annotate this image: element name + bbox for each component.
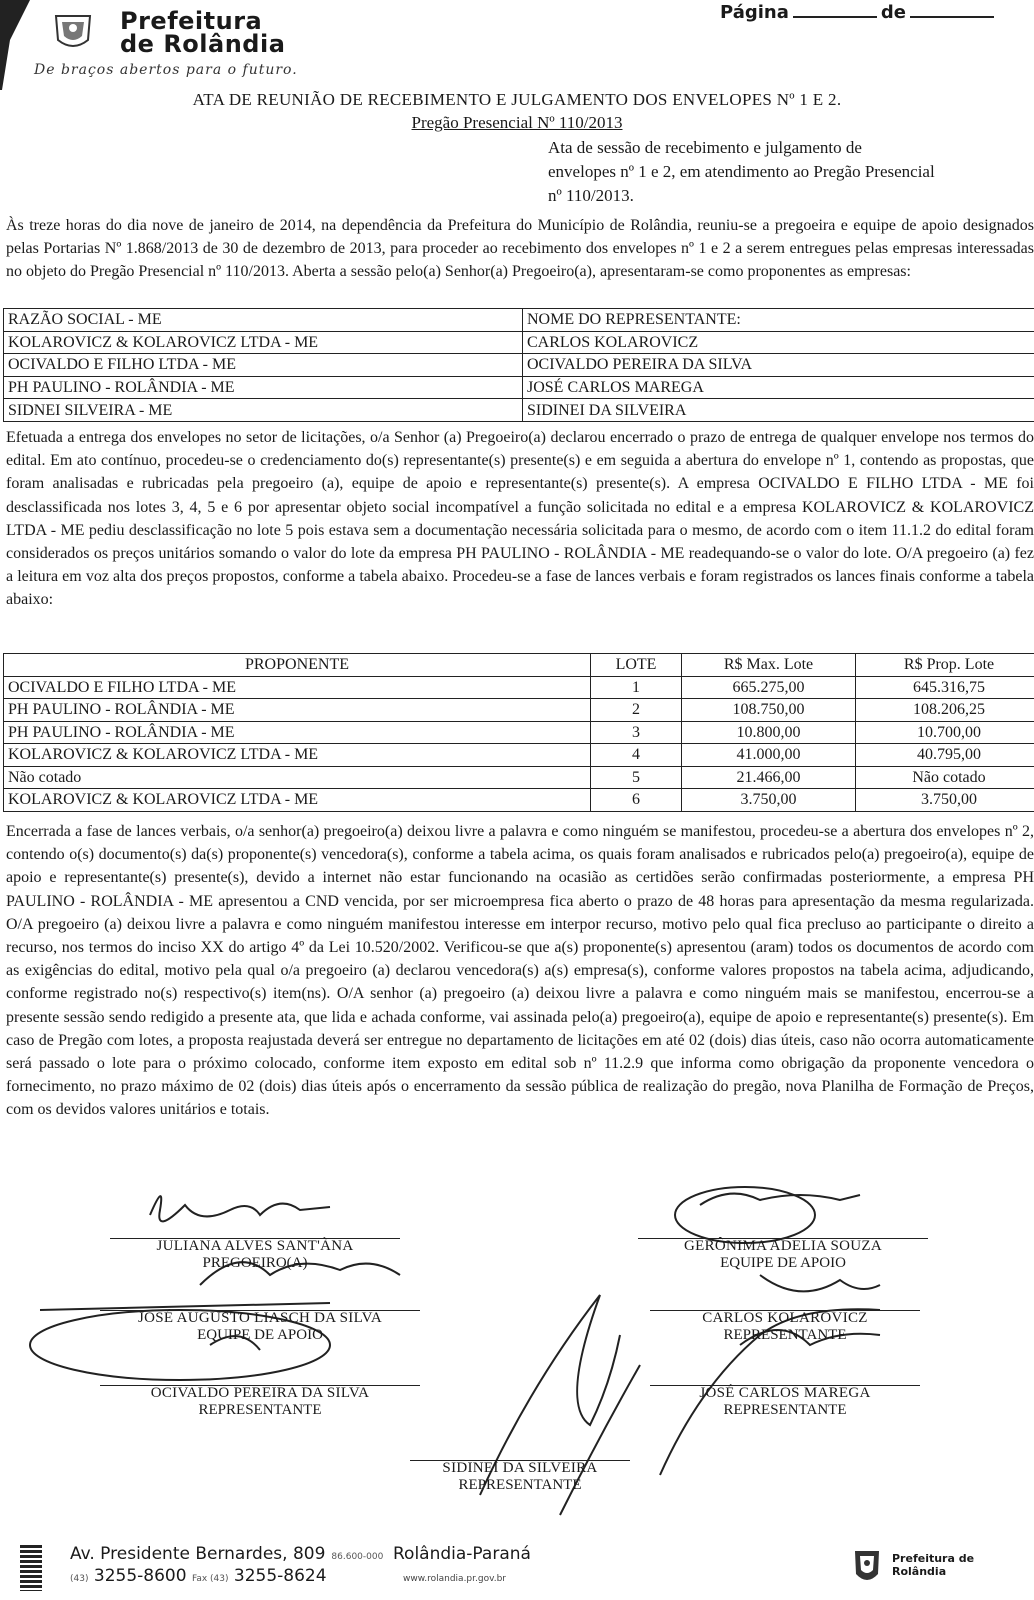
page-blank [793, 16, 877, 18]
paragraph-opening: Às treze horas do dia nove de janeiro de 2014, na dependência da Prefeitura do Município de Rolândia, reuniu-se a pregoeira e equipe de apoio designados pelas Portarias Nº 1.868/2013 de 30 de dezembro de 2013, para proceder ao recebimento dos envelopes nº 1 e 2 a serem entregues pelas empresas interessadas no objeto do Pregão Presencial nº 110/2013. Aberta a sessão pelo(a) Senhor(a) Pregoeiro(a), apresentaram-se como proponentes as empresas: [6, 217, 1034, 281]
signature-block-rep-jose [650, 1385, 920, 1419]
company-cell: KOLAROVICZ & KOLAROVICZ LTDA - ME [4, 331, 523, 354]
signature-block-equipe-2 [100, 1310, 420, 1344]
signature-block-pregoeira [110, 1238, 400, 1272]
signer-role: REPRESENTANTE [723, 1402, 847, 1418]
signer-role: EQUIPE DE APOIO [197, 1327, 323, 1343]
address-cep: 86.600-000 [331, 1552, 384, 1562]
footer-brand [892, 1552, 974, 1578]
city-crest-icon [48, 12, 98, 52]
summary-line: envelopes nº 1 e 2, em atendimento ao Pregão Presencial [548, 162, 935, 181]
table-row [4, 766, 1034, 789]
lot-cell: 6 [591, 789, 682, 812]
footer-brand-line-1: Prefeitura de [892, 1552, 975, 1565]
lot-cell: 1 [591, 676, 682, 699]
proponent-cell: PH PAULINO - ROLÂNDIA - ME [4, 721, 591, 744]
header-slogan: De braços abertos para o futuro. [34, 62, 298, 78]
footer-address [70, 1544, 383, 1564]
representative-cell: OCIVALDO PEREIRA DA SILVA [523, 354, 1034, 377]
lot-cell: 5 [591, 766, 682, 789]
signer-name: JOSÉ AUGUSTO LIASCH DA SILVA [137, 1310, 382, 1326]
company-cell: SIDNEI SILVEIRA - ME [4, 399, 523, 422]
brand-line-2: de Rolândia [120, 30, 286, 58]
table-row [4, 354, 1034, 377]
summary-line: Ata de sessão de recebimento e julgamento de [548, 138, 862, 157]
summary-line: nº 110/2013. [548, 186, 634, 205]
representative-cell: JOSÉ CARLOS MAREGA [523, 376, 1034, 399]
footer-brand-line-2: Rolândia [892, 1565, 947, 1578]
footer-phones [70, 1566, 327, 1586]
table-header-row [4, 309, 1034, 332]
signer-name: OCIVALDO PEREIRA DA SILVA [150, 1385, 370, 1401]
signature-block-rep-sidinei [410, 1460, 630, 1494]
table-row [4, 399, 1034, 422]
max-value-cell: 41.000,00 [682, 744, 856, 767]
max-value-cell: 3.750,00 [682, 789, 856, 812]
fax-prefix: Fax (43) [191, 1574, 229, 1584]
fax-number: 3255-8624 [233, 1566, 327, 1586]
header-representative: NOME DO REPRESENTANTE: [523, 309, 1034, 332]
proposed-value-cell: 645.316,75 [856, 676, 1034, 699]
table-row [4, 699, 1034, 722]
proponent-cell: PH PAULINO - ROLÂNDIA - ME [4, 699, 591, 722]
proponent-cell: Não cotado [4, 766, 591, 789]
document-subtitle [0, 113, 1034, 133]
footer-city: Rolândia-Paraná [393, 1544, 531, 1564]
table-row [4, 331, 1034, 354]
proponent-cell: KOLAROVICZ & KOLAROVICZ LTDA - ME [4, 744, 591, 767]
lot-cell: 3 [591, 721, 682, 744]
signer-name: JULIANA ALVES SANT'ÀNA [156, 1238, 354, 1254]
signer-role: REPRESENTANTE [723, 1327, 847, 1343]
table-row [4, 789, 1034, 812]
table-row [4, 676, 1034, 699]
signer-name: JOSÉ CARLOS MAREGA [699, 1385, 871, 1401]
max-value-cell: 21.466,00 [682, 766, 856, 789]
proposed-value-cell: Não cotado [856, 766, 1034, 789]
phone-number: 3255-8600 [93, 1566, 187, 1586]
representative-cell: SIDINEI DA SILVEIRA [523, 399, 1034, 422]
table-row [4, 721, 1034, 744]
signer-name: CARLOS KOLAROVICZ [702, 1310, 868, 1326]
proposed-value-cell: 3.750,00 [856, 789, 1034, 812]
footer-crest-icon [852, 1548, 882, 1588]
company-cell: PH PAULINO - ROLÂNDIA - ME [4, 376, 523, 399]
table-row [4, 744, 1034, 767]
proposed-value-cell: 40.795,00 [856, 744, 1034, 767]
scan-corner-mark [0, 0, 30, 90]
signer-role: REPRESENTANTE [198, 1402, 322, 1418]
proposed-value-cell: 108.206,25 [856, 699, 1034, 722]
signer-role: REPRESENTANTE [458, 1477, 582, 1493]
representative-cell: CARLOS KOLAROVICZ [523, 331, 1034, 354]
paragraph-closing: Encerrada a fase de lances verbais, o/a senhor(a) pregoeiro(a) deixou livre a palavra e como ninguém se manifestou, procedeu-se a abertura dos envelopes nº 2, contendo o(s) documento(s) da(s) proponente(s) vencedora(s), conforme a tabela acima, os quais foram analisados e rubricados pelo(a) pregoeiro(a), equipe de apoio e representante(s) presente(s), devido a internet não estar funcionando na ocasião as certidões serão confirmadas posteriormente, a empresa PH PAULINO - ROLÂNDIA - ME apresentou a CND vencida, por ser microempresa fica aberto o prazo de 48 horas para apresentação da mesma regularizada. O/A pregoeiro (a) deixou livre a palavra e como ninguém manifestou interesse em interpor recurso, motivo pelo qual fica precluso ao participante o direito a recurso, nos termos do inciso XX do artigo 4º da Lei 10.520/2002. Verificou-se que a(s) proponente(s) apresentou (aram) todos os documentos de acordo com as exigências do edital, motivo pela qual o/a pregoeiro (a) declarou vencedora(s) a(s) empresa(s), conforme valores propostos na tabela acima, adjudicando, conforme registrado no(s) respectivo(s) item(ns). O/A senhor (a) pregoeiro (a) deixou livre a palavra e como ninguém mais se manifestou, encerrou-se a presente sessão sendo redigido a presente ata, que lida e achada conforme, vai assinada pelo(a) pregoeiro(a), equipe de apoio e representante(s) presente(s). Em caso de Pregão com lotes, a proposta reajustada deverá ser entregue no departamento de licitações em até 02 (dois) dias úteis, caso não ocorra automaticamente será passado o lote para o próximo colocado, conforme item exposto em edital sob nº 11.2.9 que informa como obrigação da proponente vencedora o fornecimento, no prazo máximo de 02 (dois) dias úteis após o encerramento da sessão pública de realização do pregão, nova Planilha de Formação de Preços, com os devidos valores unitários e totais. [6, 823, 1034, 1119]
page-total-blank [910, 16, 994, 18]
brand-line-1: Prefeitura [120, 7, 263, 35]
signer-role: EQUIPE DE APOIO [720, 1255, 846, 1271]
representatives-table [3, 308, 1034, 422]
phone-prefix: (43) [70, 1574, 89, 1584]
proponent-cell: KOLAROVICZ & KOLAROVICZ LTDA - ME [4, 789, 591, 812]
header-lot: LOTE [591, 654, 682, 677]
signer-name: SIDINEI DA SILVEIRA [442, 1460, 598, 1476]
header-proposed-value: R$ Prop. Lote [856, 654, 1034, 677]
header-brand [120, 7, 286, 58]
lot-cell: 4 [591, 744, 682, 767]
signer-role: PREGOEIRO(A) [202, 1255, 308, 1271]
page-label: Página [720, 2, 789, 23]
max-value-cell: 665.275,00 [682, 676, 856, 699]
footer-website: www.rolandia.pr.gov.br [403, 1574, 507, 1584]
page-of-label: de [880, 2, 906, 23]
proposed-value-cell: 10.700,00 [856, 721, 1034, 744]
bids-table [3, 653, 1034, 812]
header-company: RAZÃO SOCIAL - ME [4, 309, 523, 332]
max-value-cell: 108.750,00 [682, 699, 856, 722]
paragraph-proposals: Efetuada a entrega dos envelopes no setor de licitações, o/a Senhor (a) Pregoeiro(a) declarou encerrado o prazo de entrega de qualquer envelope nos termos do edital. Em ato contínuo, procedeu-se o credenciamento do(s) representante(s) presente(s) e em seguida a abertura do envelope nº 1, contendo as propostas, que foram analisadas e rubricadas pela pregoeiro (a), equipe de apoio e representante(s) presente(s). A empresa OCIVALDO E FILHO LTDA - ME foi desclassificada nos lotes 3, 4, 5 e 6 por apresentar objeto social incompatível a função solicitada no edital e a empresa KOLAROVICZ & KOLAROVICZ LTDA - ME pediu desclassificação no lote 5 pois estava sem a documentação necessária solicitada para o mesmo, de acordo com o item 11.1.2 do edital foram considerados os preços unitários somando o valor do lote da empresa PH PAULINO - ROLÂNDIA - ME readequando-se o valor do lote. O/A pregoeiro (a) fez a leitura em voz alta dos preços propostos, conforme a tabela abaixo. Procedeu-se a fase de lances verbais e foram registrados os lances finais conforme a tabela abaixo: [6, 429, 1034, 609]
lot-cell: 2 [591, 699, 682, 722]
document-title: ATA DE REUNIÃO DE RECEBIMENTO E JULGAMENTO DOS ENVELOPES Nº 1 E 2. [192, 90, 842, 109]
footer-barcode-icon [20, 1545, 42, 1591]
signer-name: GERÔNIMA ADELIA SOUZA [684, 1238, 882, 1254]
company-cell: OCIVALDO E FILHO LTDA - ME [4, 354, 523, 377]
address-text: Av. Presidente Bernardes, 809 [70, 1544, 326, 1564]
table-row [4, 376, 1034, 399]
proponent-cell: OCIVALDO E FILHO LTDA - ME [4, 676, 591, 699]
table-header-row [4, 654, 1034, 677]
signature-block-rep-carlos [650, 1310, 920, 1344]
signature-block-equipe-1 [638, 1238, 928, 1272]
signature-block-rep-ocivaldo [100, 1385, 420, 1419]
header-max-value: R$ Max. Lote [682, 654, 856, 677]
max-value-cell: 10.800,00 [682, 721, 856, 744]
subtitle-text: Pregão Presencial Nº 110/2013 [411, 113, 623, 132]
header-proponent: PROPONENTE [4, 654, 591, 677]
page-number-field [720, 2, 998, 23]
summary-block [548, 136, 1028, 208]
